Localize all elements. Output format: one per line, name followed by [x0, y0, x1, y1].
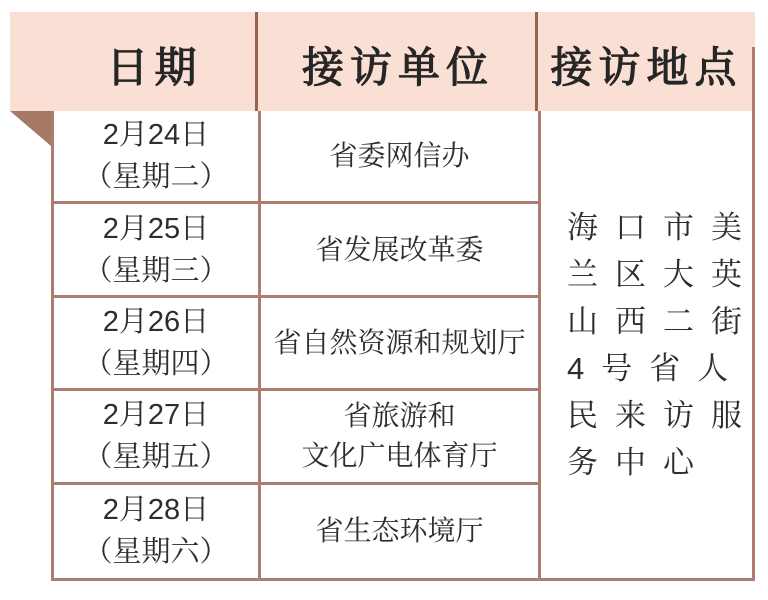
- table-row-unit-5: [261, 485, 541, 578]
- schedule-table-body: [51, 111, 759, 581]
- table-row-unit-3: [261, 298, 541, 391]
- table-row-date-2: [54, 204, 261, 297]
- table-row-date-5: [54, 485, 261, 578]
- header-cell-location: 接访地点: [550, 43, 743, 91]
- unit-text: 省生态环境厅: [315, 515, 484, 547]
- table-row-unit-4: [261, 391, 541, 484]
- date-text: 2月26日: [102, 305, 210, 338]
- location-line: 务中心: [567, 444, 711, 480]
- location-line: 4号省人: [567, 350, 746, 386]
- unit-text: 省自然资源和规划厅: [273, 326, 526, 358]
- unit-text-line2: 文化广电体育厅: [301, 440, 498, 472]
- date-text: 2月25日: [102, 212, 210, 245]
- weekday-text: （星期二）: [83, 161, 229, 194]
- date-text: 2月27日: [102, 399, 210, 432]
- weekday-text: （星期三）: [83, 254, 229, 287]
- location-line: 民来访服: [567, 397, 759, 433]
- location-line: 山西二街: [567, 303, 759, 339]
- right-border-extension: [752, 47, 755, 111]
- weekday-text: （星期四）: [83, 347, 229, 380]
- date-text: 2月28日: [102, 494, 210, 527]
- table-row-unit-2: [261, 204, 541, 297]
- weekday-text: （星期五）: [83, 441, 229, 474]
- unit-text: 省发展改革委: [315, 233, 484, 265]
- table-location-cell: [541, 111, 759, 578]
- header-separator-1: [255, 12, 258, 111]
- table-header-row: [10, 12, 755, 111]
- location-line: 兰区大英: [567, 256, 759, 292]
- unit-text: 省旅游和: [343, 400, 456, 432]
- table-row-date-1: [54, 111, 261, 204]
- header-separator-2: [535, 12, 538, 111]
- header-cell-date: 日期: [106, 43, 203, 91]
- table-row-date-4: [54, 391, 261, 484]
- unit-text: 省委网信办: [329, 140, 470, 172]
- table-row-unit-1: [261, 111, 541, 204]
- folded-corner-decoration: [10, 111, 51, 146]
- header-cell-unit: 接访单位: [301, 43, 494, 91]
- date-text: 2月24日: [102, 119, 210, 152]
- location-line: 海口市美: [567, 209, 759, 245]
- table-row-date-3: [54, 298, 261, 391]
- weekday-text: （星期六）: [83, 536, 229, 569]
